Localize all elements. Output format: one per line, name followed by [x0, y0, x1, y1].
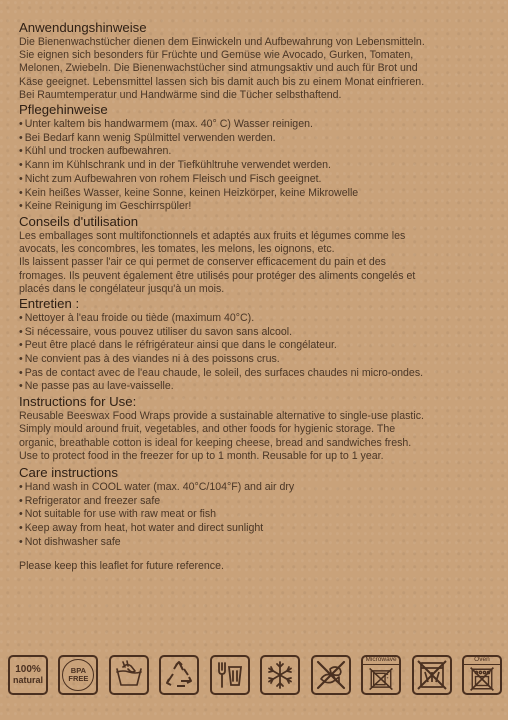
list-item: • Bei Bedarf kann wenig Spülmittel verwenden werden. — [19, 132, 493, 146]
list-item: • Refrigerator and freezer safe — [19, 495, 493, 509]
free-text: FREE — [68, 674, 89, 683]
fr-usage-line: Ils laissent passer l'air ce qui permet de conserver efficacement du pain et des — [19, 256, 386, 269]
list-item: • Kann im Kühlschrank und in der Tiefkühltruhe verwendet werden. — [19, 159, 493, 173]
de-usage-paragraph — [19, 36, 493, 102]
list-item: • Ne convient pas à des viandes ni à des poissons crus. — [19, 353, 493, 367]
natural-percent: 100% — [15, 664, 41, 675]
leaflet-text — [19, 20, 493, 582]
care-symbol-row — [8, 655, 502, 707]
list-item: • Keine Reinigung im Geschirrspüler! — [19, 200, 493, 214]
list-item: • Nicht zum Aufbewahren von rohem Fleisch und Fisch geeignet. — [19, 173, 493, 187]
fr-usage-line: placés dans le congélateur jusqu'à un mois. — [19, 282, 225, 295]
en-heading-usage: Instructions for Use: — [19, 394, 137, 410]
list-item: • Si nécessaire, vous pouvez utiliser du savon sans alcool. — [19, 326, 493, 340]
fr-care-list — [19, 312, 493, 394]
list-item: • Keep away from heat, hot water and direct sunlight — [19, 522, 493, 536]
oven-label: Oven — [464, 656, 500, 665]
bpa-text: BPA — [70, 666, 87, 675]
fr-usage-line: avocats, les concombres, les tomates, les melons, les oignons, etc. — [19, 243, 335, 256]
en-usage-line: Simply mould around fruit, vegetables, and other foods for hygienic storage. The — [19, 423, 396, 436]
de-heading-usage: Anwendungshinweise — [19, 20, 147, 35]
natural-icon — [8, 655, 48, 695]
bpa-free-icon — [58, 655, 98, 695]
fr-heading-usage: Conseils d'utilisation — [19, 213, 139, 229]
list-item: • Hand wash in COOL water (max. 40°C/104°F) and air dry — [19, 481, 493, 495]
recycle-icon — [159, 655, 199, 695]
no-dishwasher-icon — [412, 655, 452, 695]
de-usage-line: Bei Raumtemperatur und Handwärme sind die Tücher selbsthaftend. — [19, 88, 342, 101]
en-usage-line: organic, breathable cotton is ideal for keeping cheese, bread and sandwiches fresh. — [19, 436, 412, 449]
en-usage-paragraph — [19, 410, 493, 463]
list-item: • Peut être placé dans le réfrigérateur ainsi que dans le congélateur. — [19, 339, 493, 353]
en-heading-care: Care instructions — [19, 464, 118, 480]
fr-usage-line: Les emballages sont multifonctionnels et adaptés aux fruits et légumes comme les — [19, 229, 406, 242]
en-usage-line: Use to protect food in the freezer for up to 1 month. Reusable for up to 1 year. — [19, 449, 384, 462]
list-item: • Pas de contact avec de l'eau chaude, le soleil, des surfaces chaudes ni micro-ondes. — [19, 367, 493, 381]
food-safe-icon — [210, 655, 250, 695]
en-care-list — [19, 481, 493, 550]
fr-usage-paragraph — [19, 230, 493, 296]
de-usage-line: Die Bienenwachstücher dienen dem Einwickeln und Aufbewahrung von Lebensmitteln. — [19, 36, 425, 48]
list-item: • Kühl und trocken aufbewahren. — [19, 145, 493, 159]
hand-wash-icon — [109, 655, 149, 695]
de-usage-line: Melonen, Zwiebeln. Die Bienenwachstücher sind atmungsaktiv und auch für Brot und — [19, 62, 418, 75]
no-raw-meat-fish-icon — [311, 655, 351, 695]
de-usage-line: Sie eignen sich besonders für Früchte und Gemüse wie Avocado, Gurken, Tomaten, — [19, 49, 414, 62]
list-item: • Unter kaltem bis handwarmem (max. 40° C) Wasser reinigen. — [19, 118, 493, 132]
no-oven-icon — [462, 655, 502, 695]
list-item: • Ne passe pas au lave-vaisselle. — [19, 380, 493, 394]
de-usage-line: Käse geeignet. Lebensmittel lassen sich bis damit auch bis zu einem Monat einfrieren. — [19, 75, 425, 88]
no-microwave-icon — [361, 655, 401, 695]
list-item: • Not dishwasher safe — [19, 536, 493, 550]
en-usage-line: Reusable Beeswax Food Wraps provide a sustainable alternative to single-use plastic. — [19, 410, 424, 423]
microwave-label: Microwave — [363, 656, 399, 665]
freezer-safe-icon — [260, 655, 300, 695]
fr-heading-care: Entretien : — [19, 295, 80, 311]
natural-word: natural — [12, 675, 43, 685]
keep-leaflet-note: Please keep this leaflet for future reference. — [19, 559, 224, 572]
list-item: • Nettoyer à l'eau froide ou tiède (maximum 40°C). — [19, 312, 493, 326]
list-item: • Not suitable for use with raw meat or fish — [19, 508, 493, 522]
list-item: • Kein heißes Wasser, keine Sonne, keinen Heizkörper, keine Mikrowelle — [19, 187, 493, 201]
de-care-list — [19, 118, 493, 214]
de-heading-care: Pflegehinweise — [19, 102, 108, 118]
fr-usage-line: fromages. Ils peuvent également être utilisés pour protéger des aliments congelés et — [19, 269, 416, 282]
